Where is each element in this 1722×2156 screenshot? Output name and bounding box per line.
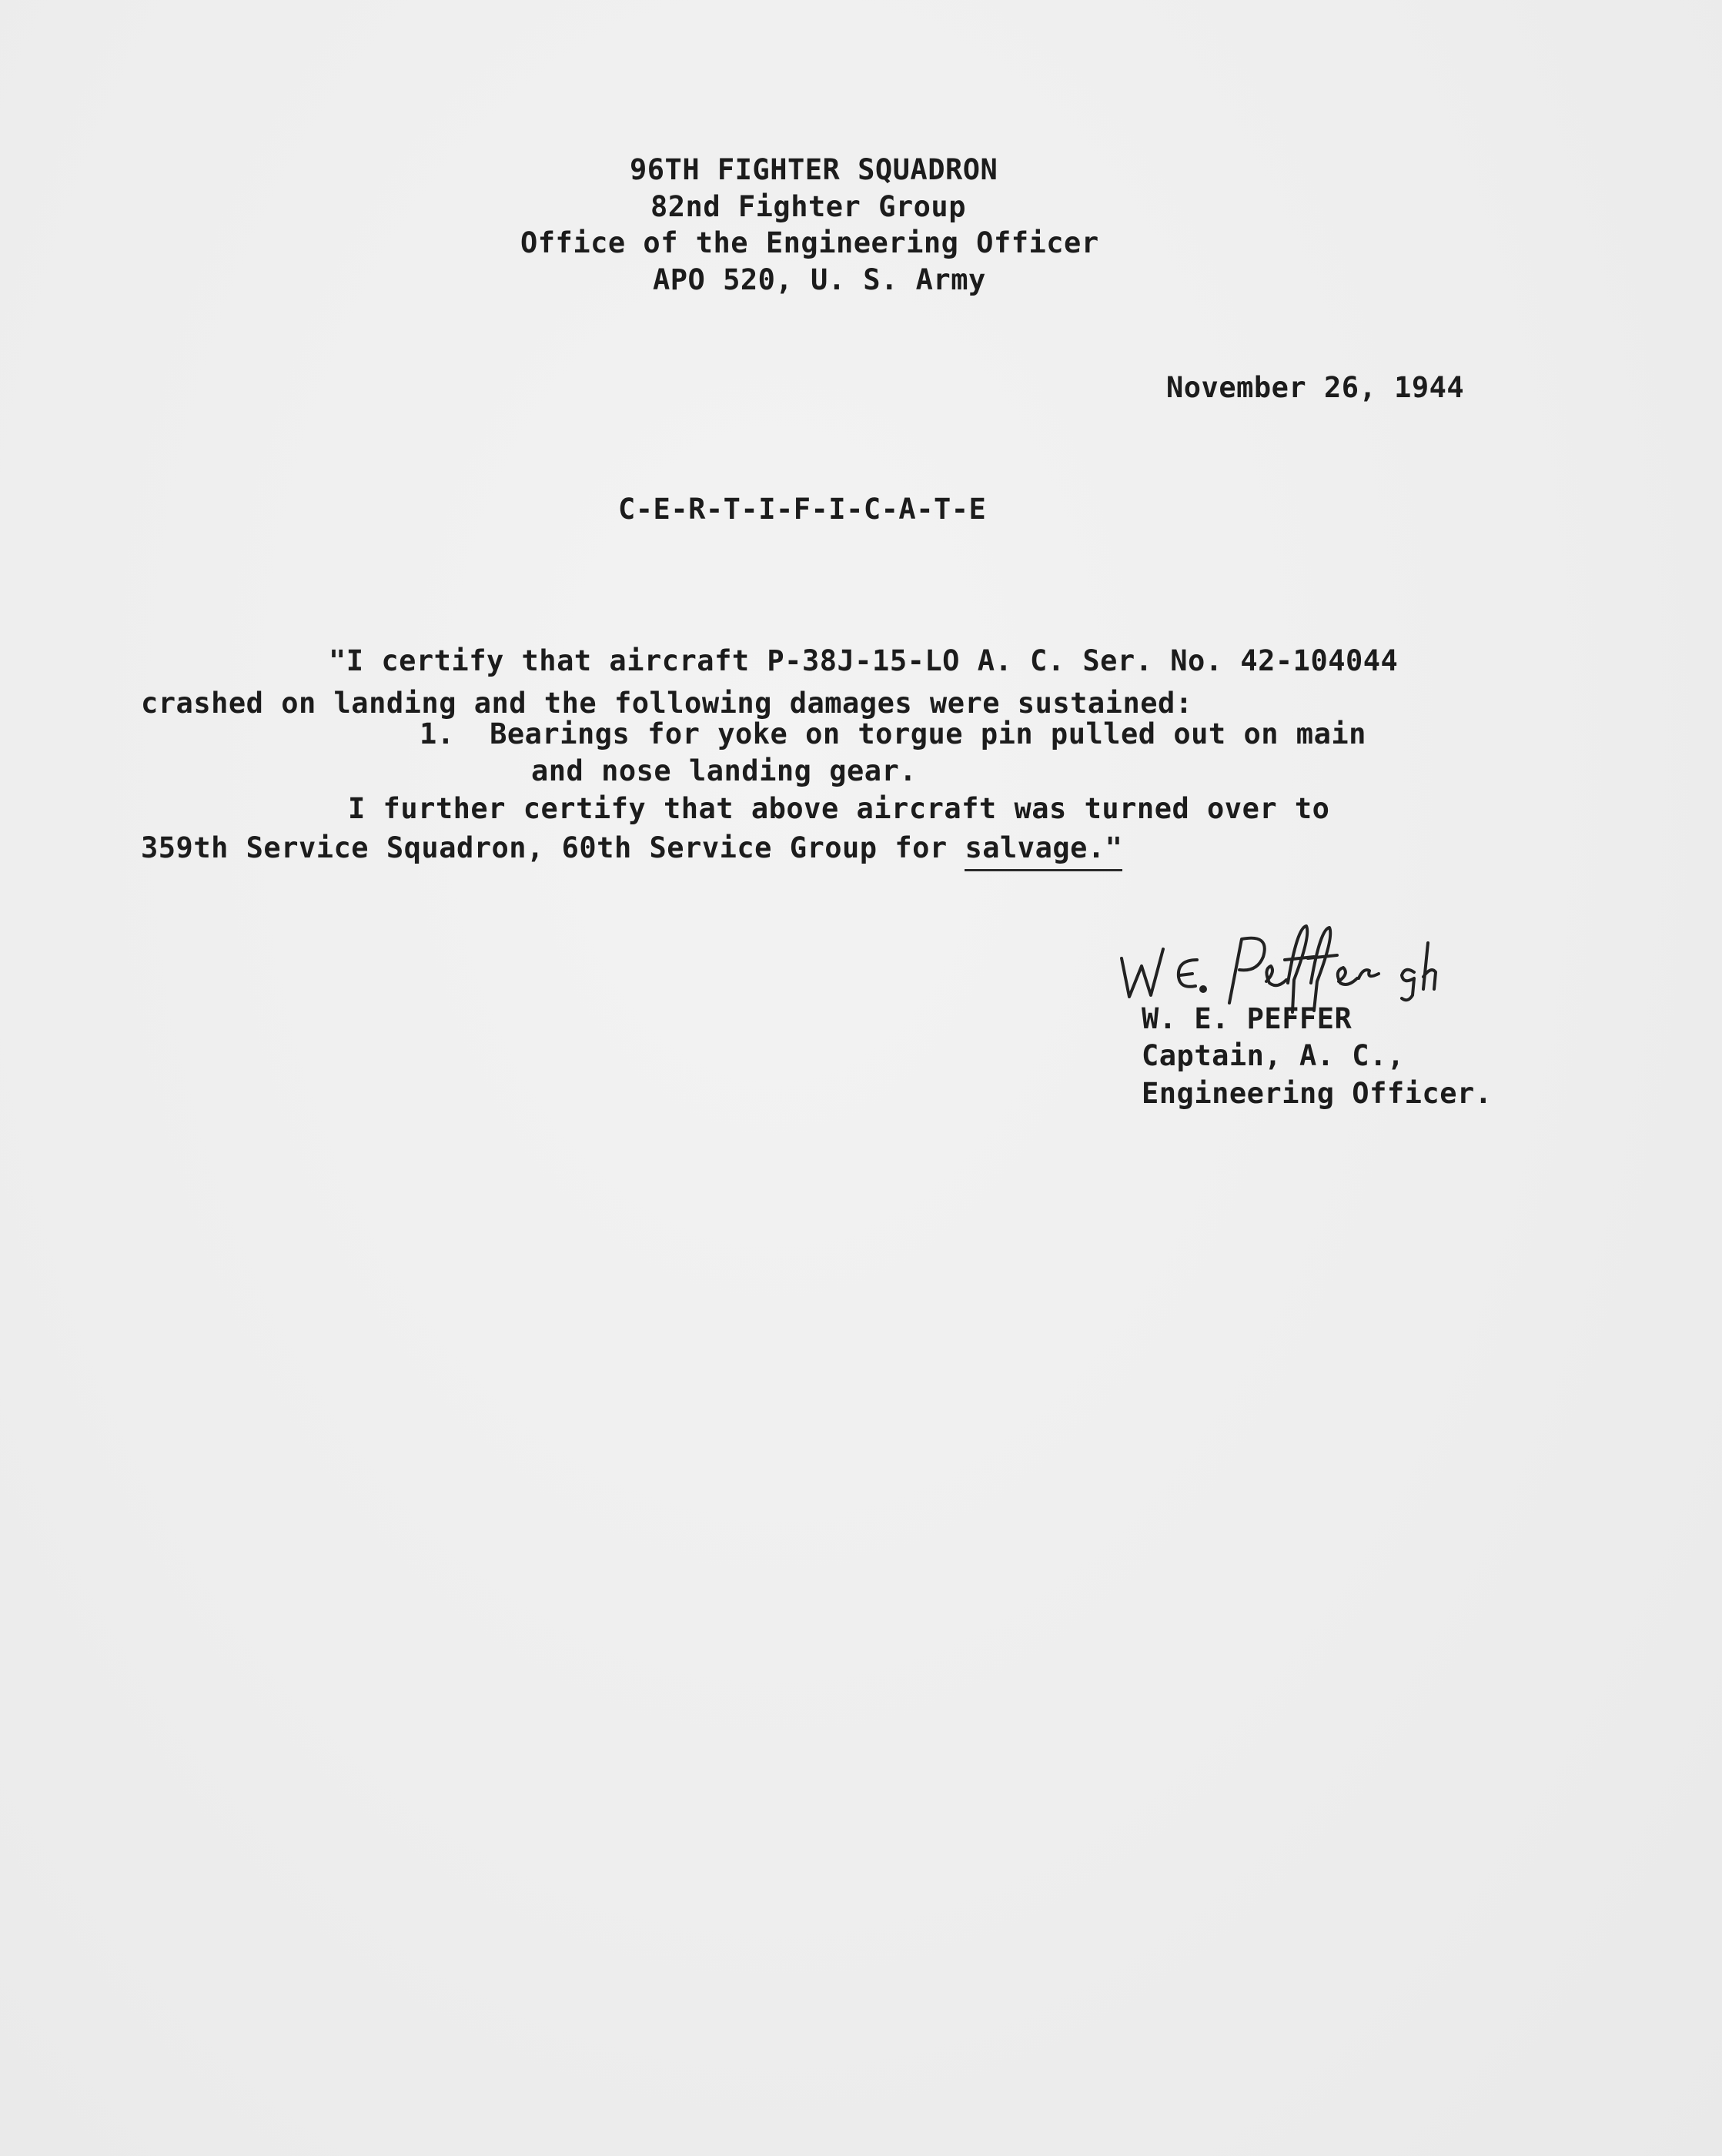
letterhead-address: APO 520, U. S. Army (653, 263, 986, 296)
damage-item-continued: and nose landing gear. (531, 754, 918, 787)
document-title: C-E-R-T-I-F-I-C-A-T-E (618, 493, 987, 526)
body-line: I further certify that above aircraft was turned over to (348, 792, 1330, 825)
body-line (141, 831, 1123, 864)
signer-name: W. E. PEFFER (1142, 1002, 1353, 1035)
signer-title: Engineering Officer. (1142, 1077, 1493, 1110)
signer-rank: Captain, A. C., (1142, 1039, 1405, 1072)
letterhead-group: 82nd Fighter Group (650, 190, 966, 223)
letterhead-office: Office of the Engineering Officer (520, 226, 1099, 259)
salvage-underlined: salvage." (965, 831, 1122, 871)
body-line: crashed on landing and the following damages were sustained: (141, 687, 1193, 720)
letterhead-unit: 96TH FIGHTER SQUADRON (630, 153, 998, 186)
body-text: 359th Service Squadron, 60th Service Group for (141, 831, 965, 864)
damage-item: 1. Bearings for yoke on torgue pin pulled out on main (420, 717, 1366, 750)
document-date: November 26, 1944 (1166, 371, 1465, 404)
body-line: "I certify that aircraft P-38J-15-LO A. C. Ser. No. 42-104044 (329, 644, 1399, 677)
